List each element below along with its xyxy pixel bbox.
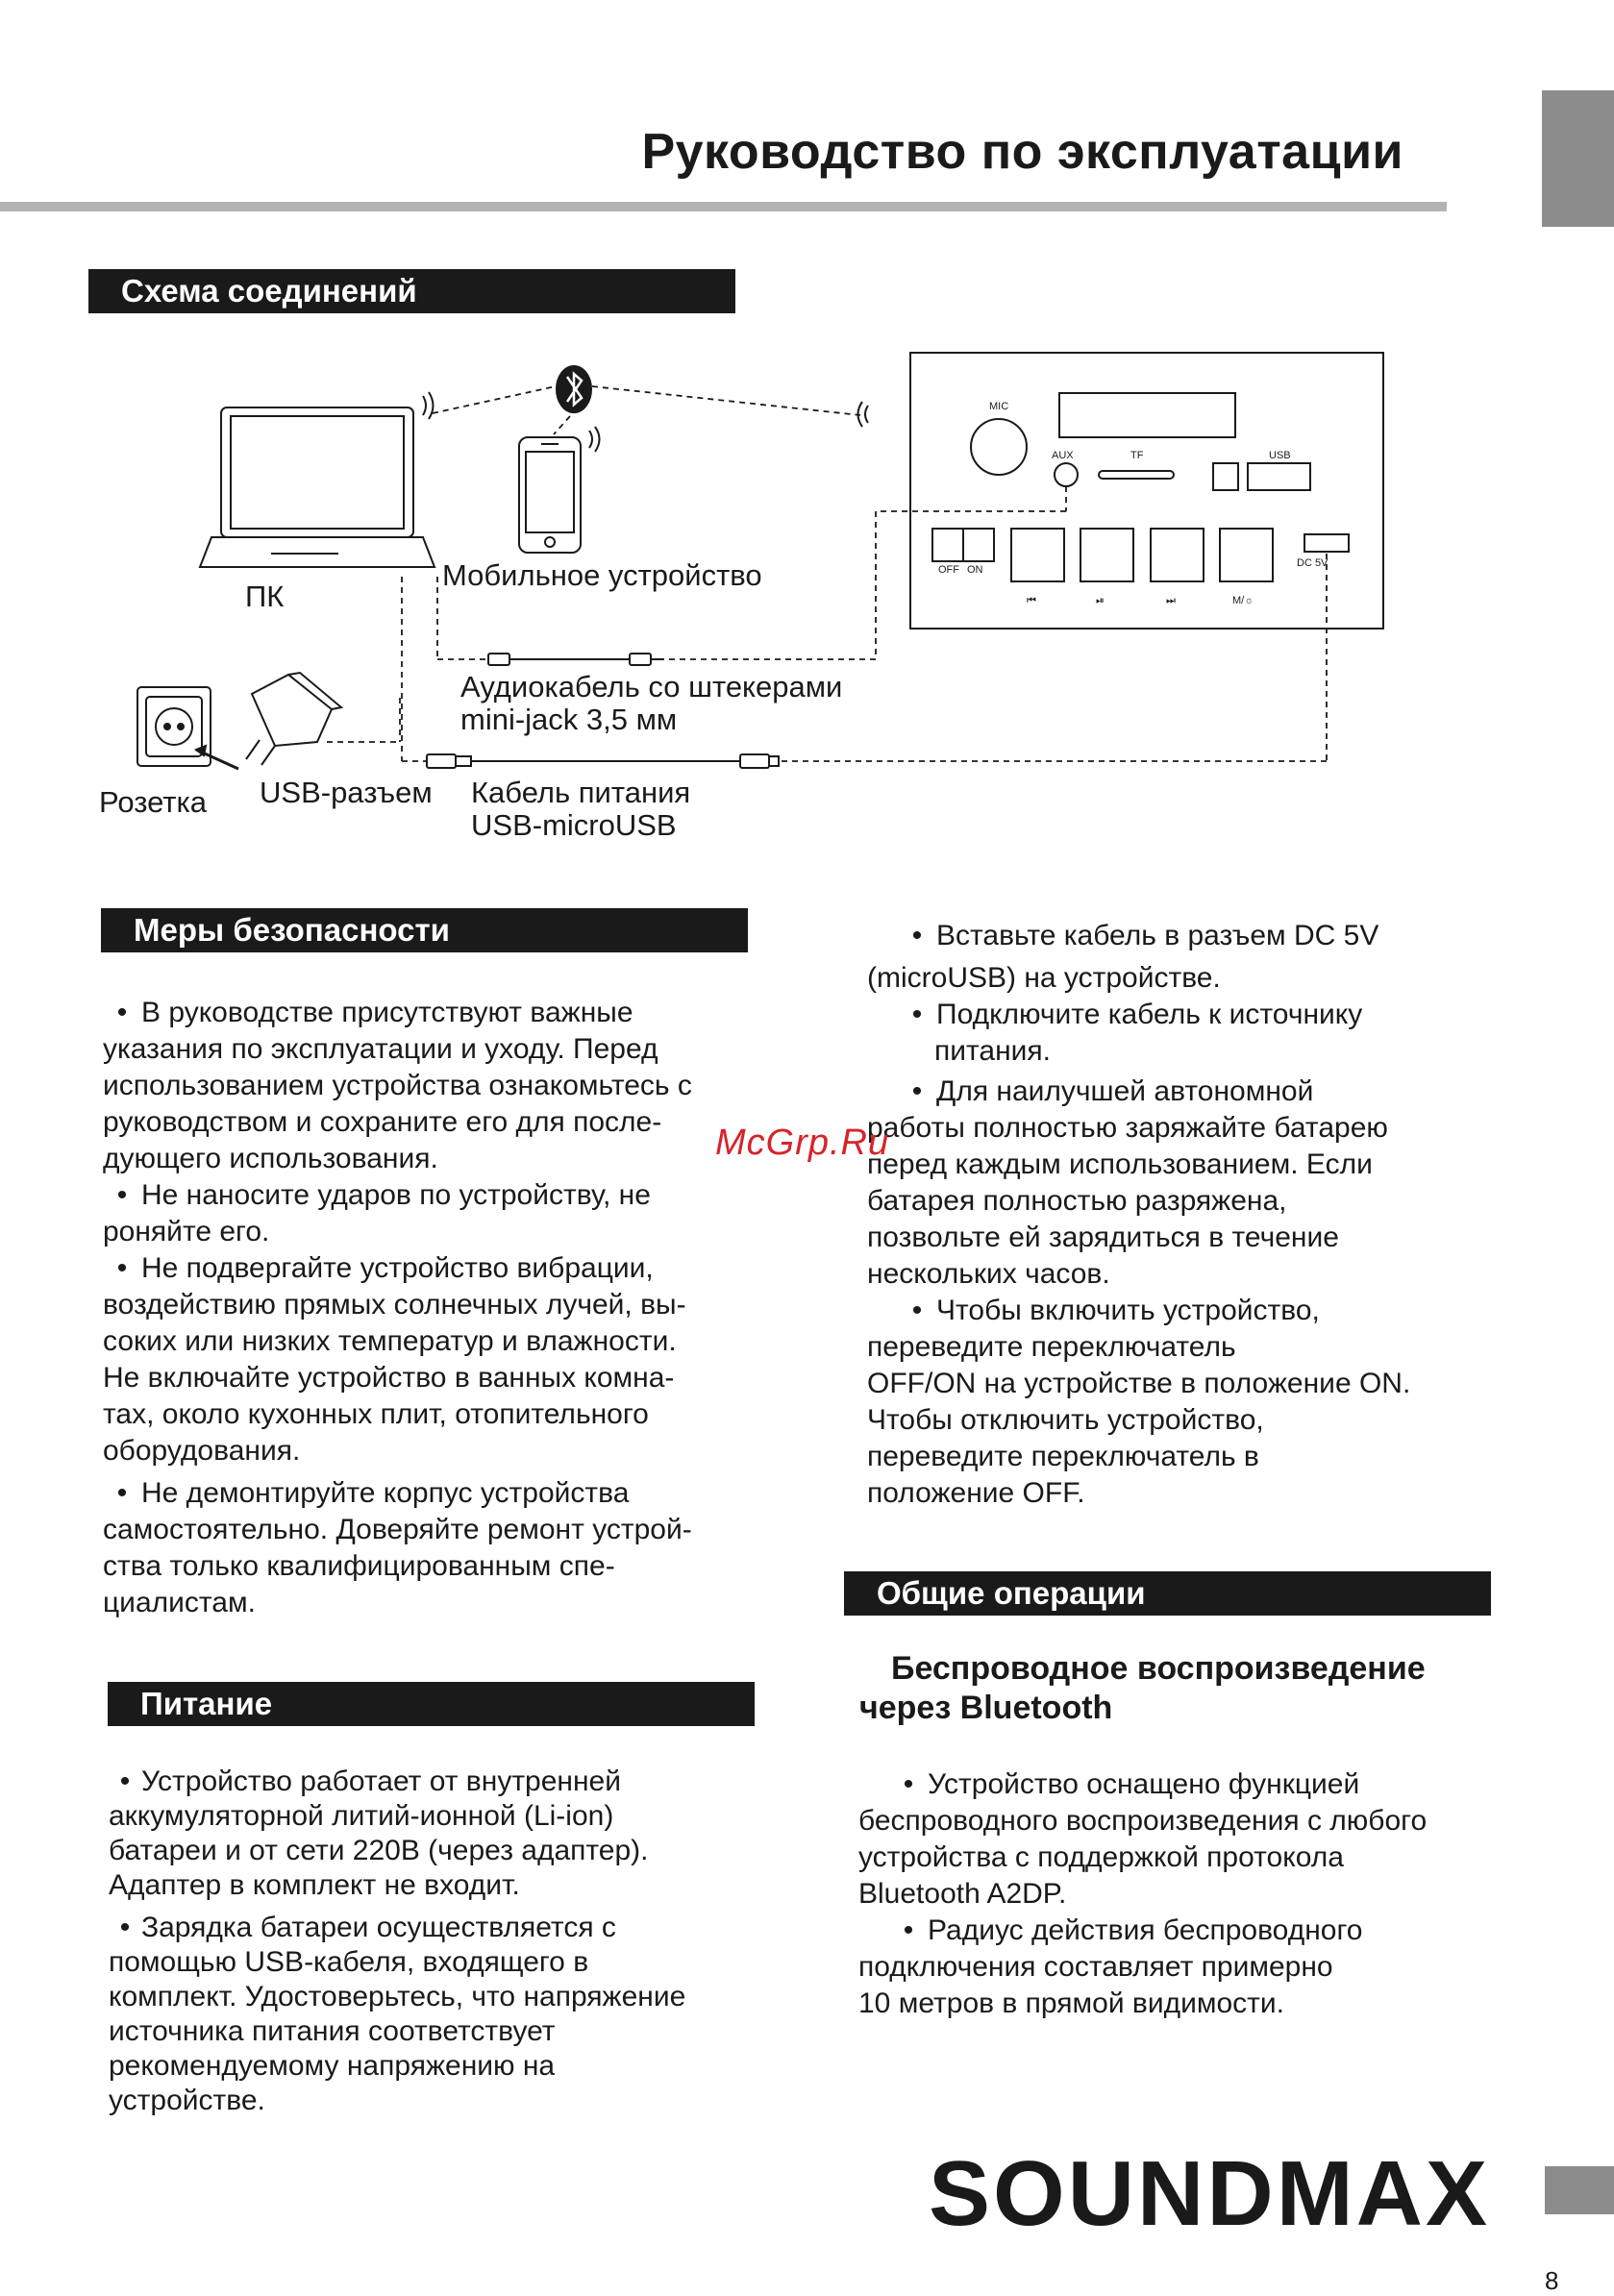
page-number: 8: [1545, 2266, 1559, 2295]
right-paragraph-1: • Вставьте кабель в разъем DC 5V (microUSB) на устройстве.: [867, 920, 1379, 994]
power-cable-label-line1: Кабель питания: [471, 776, 691, 809]
mobile-device-label: Мобильное устройство: [442, 558, 762, 592]
outlet-label: Розетка: [99, 785, 207, 819]
general-section-heading: Общие операции: [844, 1571, 1491, 1616]
right-paragraph-2: • Подключите кабель к источнику питания.: [867, 997, 1482, 1070]
wall-outlet-icon: [137, 687, 238, 769]
mobile-phone-icon: [519, 437, 581, 553]
next-button-label: ⏭: [1166, 595, 1176, 606]
mic-label: MIC: [989, 401, 1009, 412]
bullet-icon: •: [116, 1252, 128, 1284]
audio-cable-icon: [488, 654, 663, 665]
brand-logo: SOUNDMAX: [929, 2142, 1491, 2245]
bullet-icon: •: [116, 997, 128, 1028]
bullet-icon: •: [116, 1477, 128, 1509]
usb-adapter-icon: [246, 673, 341, 765]
right-paragraph-3: • Для наилучшей автономной работы полностью заряжайте батарею перед каждым использованием. Если батарея полностью разряжена, позвольте ей зарядиться в течение нескольких часов.: [867, 1075, 1388, 1290]
power-cable-icon: [427, 754, 779, 768]
safety-paragraph-2: • Не наносите ударов по устройству, не роняйте его.: [103, 1179, 651, 1247]
bullet-icon: •: [903, 1768, 914, 1800]
title-divider: [0, 202, 1447, 211]
bullet-icon: •: [911, 1075, 923, 1107]
on-label: ON: [967, 564, 983, 576]
power-paragraph-2: • Зарядка батареи осуществляется с помощью USB-кабеля, входящего в комплект. Удостоверьтесь, что напряжение источника питания соответствует рекомендуемому напряжению на устройстве.: [109, 1912, 686, 2116]
mode-button-label: M/☼: [1232, 595, 1254, 606]
bullet-icon: •: [119, 1765, 131, 1797]
tf-label: TF: [1130, 450, 1144, 461]
bluetooth-icon: [557, 366, 591, 412]
watermark: McGrp.Ru: [715, 1123, 890, 1163]
safety-text: [103, 995, 757, 1621]
device-front-panel: [910, 353, 1383, 629]
bullet-icon: •: [911, 920, 923, 951]
power-paragraph-1: • Устройство работает от внутренней аккумуляторной литий-ионной (Li-ion) батареи и от сети 220В (через адаптер). Адаптер в комплект не входит.: [109, 1765, 649, 1901]
bullet-icon: •: [911, 999, 923, 1030]
safety-paragraph-3: • Не подвергайте устройство вибрации, воздействию прямых солнечных лучей, вы- соких или низких температур и влажности. Не включайте устройство в ванных комна- тах, около кухонных плит, отопительного оборудования.: [103, 1252, 686, 1467]
bullet-icon: •: [903, 1914, 914, 1946]
power-text: [109, 1765, 762, 2118]
safety-paragraph-4: • Не демонтируйте корпус устройства самостоятельно. Доверяйте ремонт устрой- ства только квалифицированным спе- циалистам.: [103, 1477, 692, 1618]
pc-label: ПК: [245, 580, 285, 613]
right-column-text: [867, 918, 1482, 1512]
chapter-tab-marker: [1542, 90, 1614, 227]
safety-section-heading: Меры безопасности: [101, 908, 748, 952]
connection-diagram: [0, 327, 1614, 865]
bullet-icon: •: [119, 1912, 131, 1943]
bullet-icon: •: [116, 1179, 128, 1211]
off-label: OFF: [938, 564, 959, 576]
connection-section-heading: Схема соединений: [88, 269, 735, 313]
general-paragraph-1: • Устройство оснащено функцией беспроводного воспроизведения с любого устройства с поддержкой протокола Bluetooth A2DP.: [858, 1768, 1428, 1910]
prev-button-label: ⏮: [1027, 595, 1036, 606]
safety-paragraph-1: • В руководстве присутствуют важные указания по эксплуатации и уходу. Перед использованием устройства ознакомьтесь с руководством и сохраните его для после- дующего использования.: [103, 997, 692, 1174]
usb-port-label: USB-разъем: [260, 776, 433, 809]
audio-cable-label-line2: mini-jack 3,5 мм: [460, 703, 678, 736]
page-title: Руководство по эксплуатации: [641, 124, 1403, 180]
bluetooth-subheading: Беспроводное воспроизведение через Bluetooth: [859, 1650, 1426, 1726]
right-paragraph-4: • Чтобы включить устройство, переведите переключатель OFF/ON на устройстве в положение ON. Чтобы отключить устройство, переведите переключатель в положение OFF.: [867, 1295, 1411, 1509]
laptop-icon: [200, 407, 435, 567]
play-button-label: ⏯: [1096, 595, 1105, 606]
page-tab-marker: [1545, 2166, 1614, 2214]
bullet-icon: •: [911, 1295, 923, 1326]
usb-label: USB: [1269, 450, 1291, 461]
general-paragraph-2: • Радиус действия беспроводного подключения составляет примерно 10 метров в прямой видимости.: [858, 1914, 1363, 2019]
power-section-heading: Питание: [108, 1682, 755, 1726]
aux-label: AUX: [1052, 450, 1074, 461]
general-text: [858, 1766, 1512, 2022]
audio-cable-label-line1: Аудиокабель со штекерами: [460, 670, 843, 704]
power-cable-label-line2: USB-microUSB: [471, 808, 677, 842]
dc-label: DC 5V: [1297, 557, 1328, 569]
